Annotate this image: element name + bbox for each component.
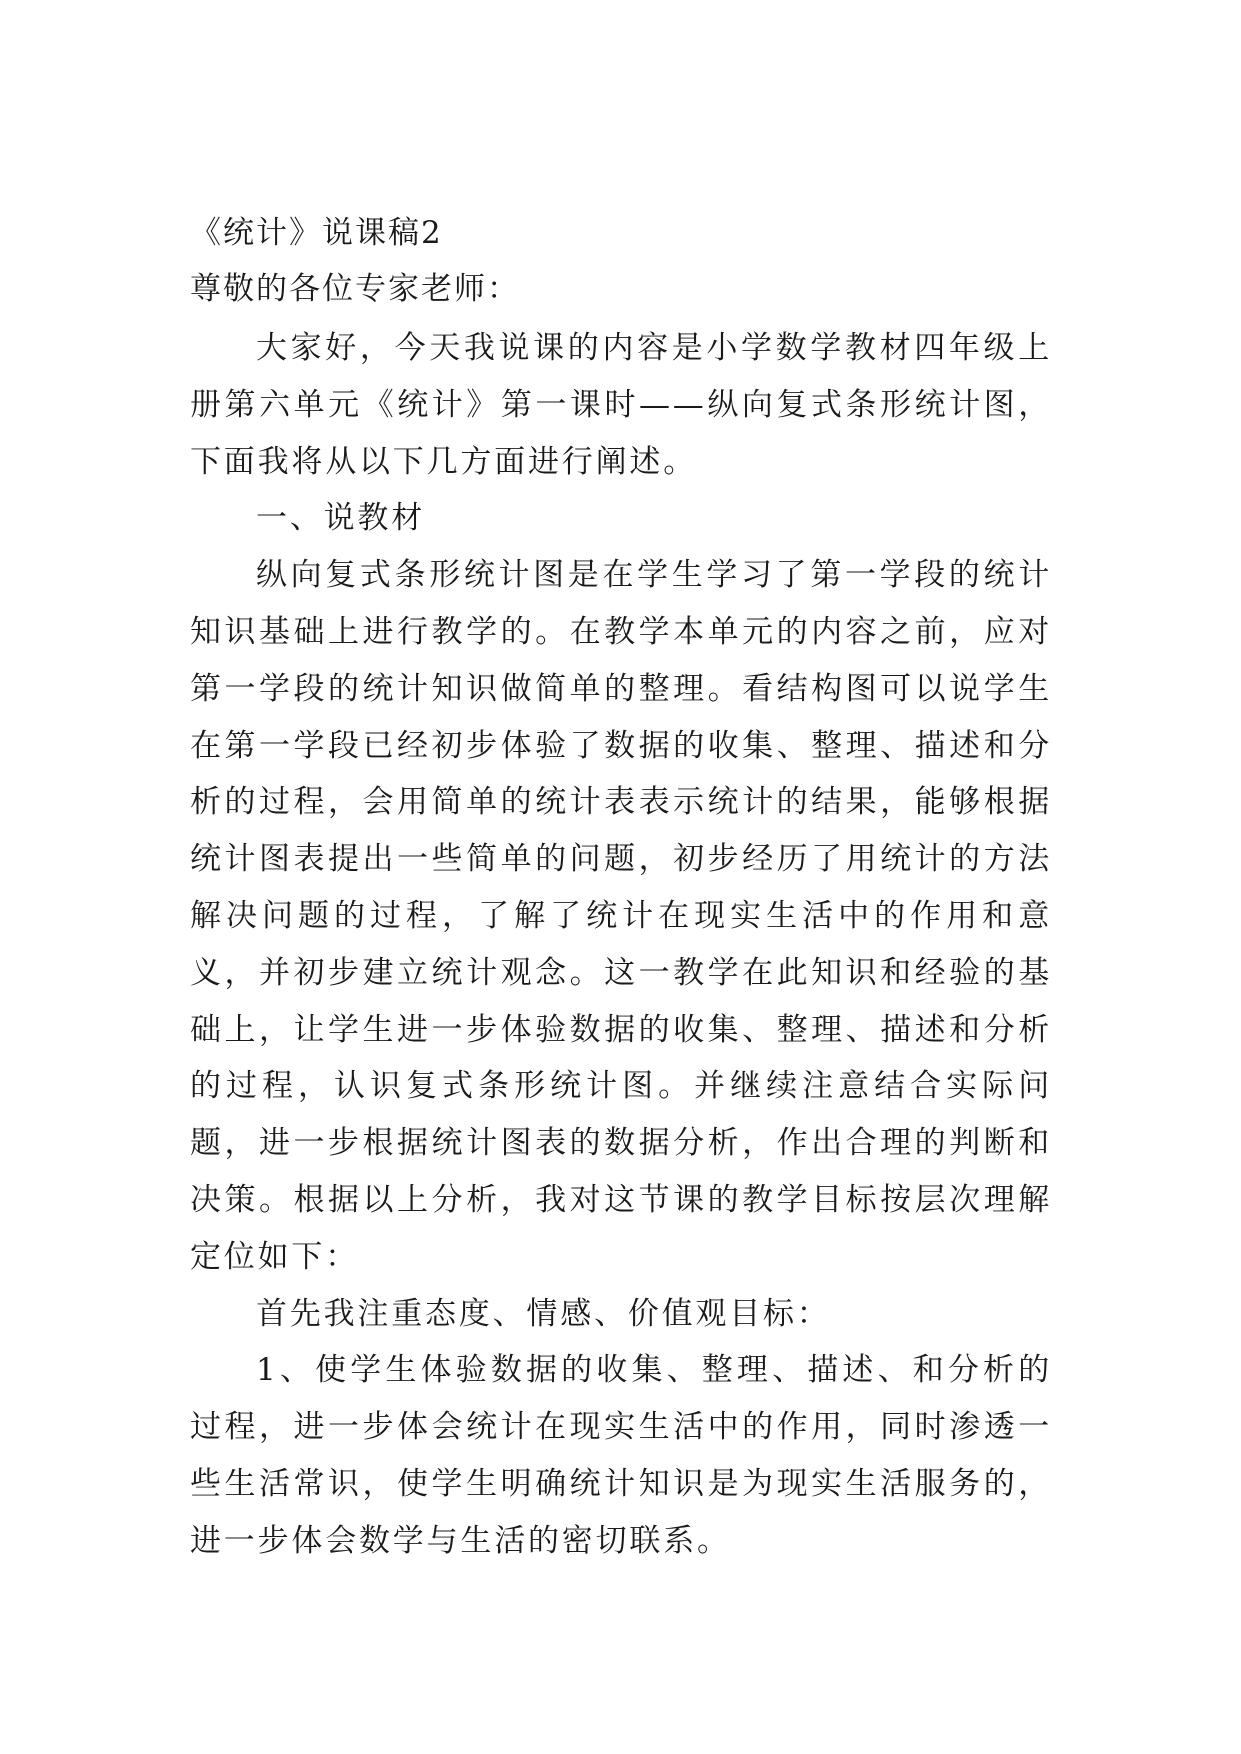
paragraph-intro: 大家好，今天我说课的内容是小学数学教材四年级上册第六单元《统计》第一课时——纵向复式条形统计图，下面我将从以下几方面进行阐述。 bbox=[190, 330, 1052, 480]
document-title: 《统计》说课稿2 bbox=[190, 215, 443, 251]
document-page bbox=[190, 205, 1052, 1570]
paragraph-goal-1: 1、使学生体验数据的收集、整理、描述、和分析的过程，进一步体会统计在现实生活中的作用，同时渗透一些生活常识，使学生明确统计知识是为现实生活服务的，进一步体会数学与生活的密切联系。 bbox=[190, 1352, 1052, 1559]
salutation: 尊敬的各位专家老师： bbox=[190, 271, 520, 307]
section-heading-textbook: 一、说教材 bbox=[256, 500, 425, 537]
paragraph-textbook-analysis: 纵向复式条形统计图是在学生学习了第一学段的统计知识基础上进行教学的。在教学本单元的内容之前，应对第一学段的统计知识做简单的整理。看结构图可以说学生在第一学段已经初步体验了数据的收集、整理、描述和分析的过程，会用简单的统计表表示统计的结果，能够根据统计图表提出一些简单的问题，初步经历了用统计的方法解决问题的过程，了解了统计在现实生活中的作用和意义，并初步建立统计观念。这一教学在此知识和经验的基础上，让学生进一步体验数据的收集、整理、描述和分析的过程，认识复式条形统计图。并继续注意结合实际问题，进一步根据统计图表的数据分析，作出合理的判断和决策。根据以上分析，我对这节课的教学目标按层次理解定位如下： bbox=[190, 557, 1052, 1275]
paragraph-goals-heading: 首先我注重态度、情感、价值观目标： bbox=[256, 1295, 831, 1332]
